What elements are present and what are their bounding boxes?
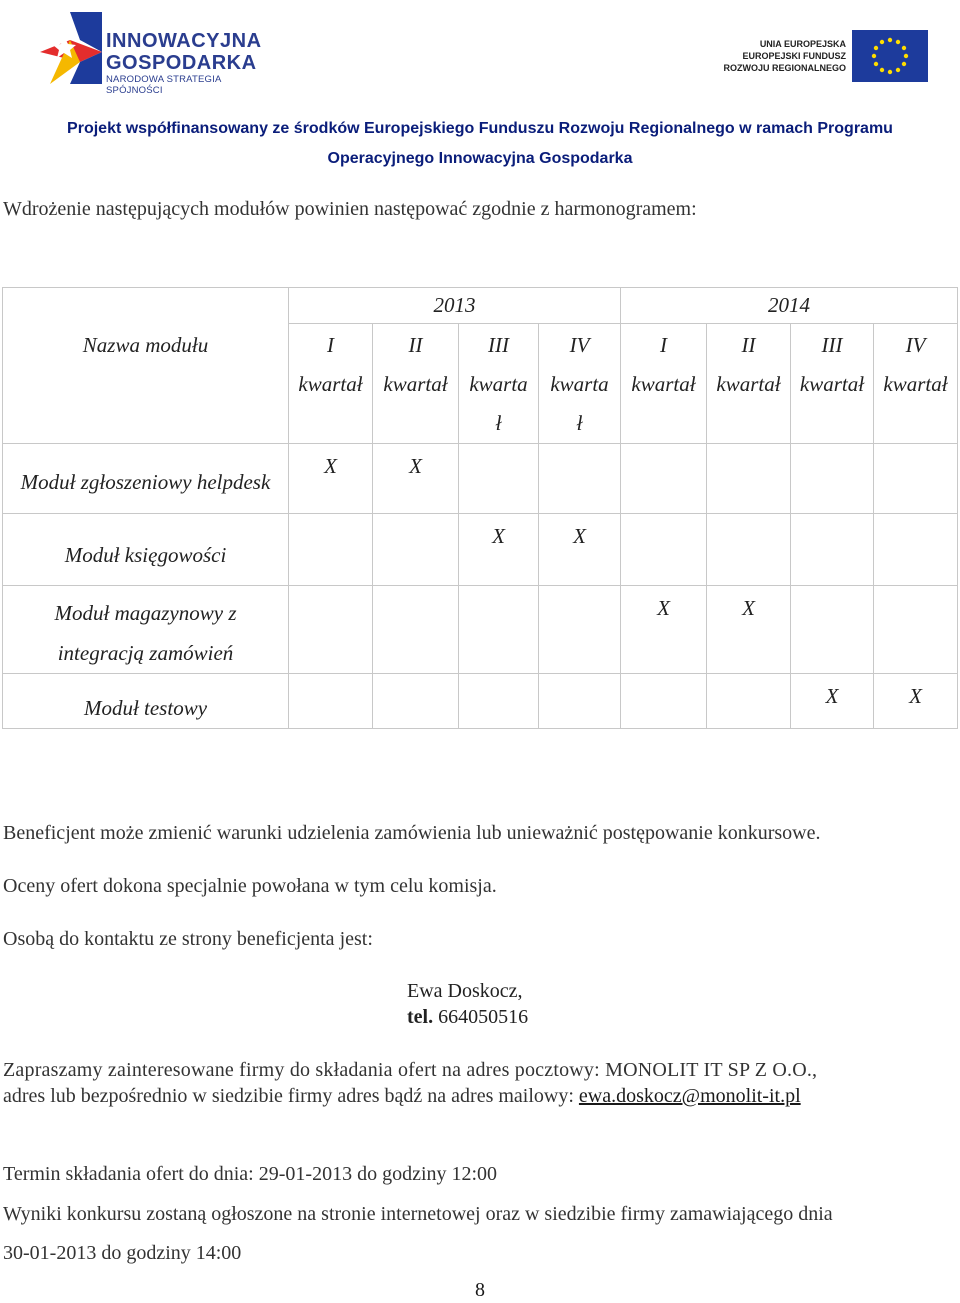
module-name: Moduł zgłoszeniowy helpdesk <box>3 444 289 514</box>
email-link[interactable]: ewa.doskocz@monolit-it.pl <box>578 1085 801 1107</box>
module-name: Moduł magazynowy z integracją zamówień <box>3 586 289 674</box>
quarter-label: kwarta <box>550 372 609 396</box>
project-line-1: Projekt współfinansowany ze środków Europejskiego Funduszu Rozwoju Regionalnego w ramach Programu <box>67 120 893 137</box>
schedule-mark: X <box>791 674 874 729</box>
schedule-mark <box>539 444 621 514</box>
address-text: adres lub bezpośrednio w siedzibie firmy adres bądź na adres mailowy: <box>3 1085 579 1107</box>
schedule-mark <box>791 514 874 586</box>
schedule-mark: X <box>874 674 958 729</box>
logo-line-3: NARODOWA STRATEGIA SPÓJNOŚCI <box>106 74 221 96</box>
paragraph-4-line-2 <box>3 1085 801 1108</box>
module-name: Moduł księgowości <box>3 514 289 586</box>
table-row <box>3 674 958 729</box>
quarter-label: kwartał <box>298 372 363 396</box>
quarter-header <box>791 324 874 444</box>
quarter-number: IV <box>569 333 590 357</box>
deadline-text: Termin składania ofert do dnia: 29-01-2013 do godziny 12:00 <box>3 1163 498 1185</box>
quarter-number: IV <box>905 333 926 357</box>
intro-text: Wdrożenie następujących modułów powinien następować zgodnie z harmonogramem: <box>3 198 697 220</box>
quarter-number: I <box>660 333 667 357</box>
quarter-header <box>289 324 373 444</box>
schedule-mark <box>707 674 791 729</box>
quarter-header <box>874 324 958 444</box>
eu-line-1: UNIA EUROPEJSKA <box>759 39 846 49</box>
quarter-header <box>459 324 539 444</box>
schedule-mark: X <box>621 586 707 674</box>
quarter-label-cont: ł <box>576 411 583 435</box>
paragraph-3: Osobą do kontaktu ze strony beneficjenta jest: <box>3 928 373 950</box>
schedule-mark <box>373 674 459 729</box>
schedule-mark <box>707 514 791 586</box>
page-number: 8 <box>475 1279 485 1301</box>
year-2013: 2013 <box>289 288 621 324</box>
schedule-mark <box>459 674 539 729</box>
quarter-label: kwartał <box>883 372 948 396</box>
quarter-header <box>707 324 791 444</box>
paragraph-4-line-1: Zapraszamy zainteresowane firmy do składania ofert na adres pocztowy: MONOLIT IT SP Z O.O., <box>3 1059 818 1081</box>
schedule-mark: X <box>289 444 373 514</box>
quarter-header <box>373 324 459 444</box>
schedule-mark <box>791 444 874 514</box>
year-2014: 2014 <box>621 288 958 324</box>
quarter-number: II <box>408 333 423 357</box>
project-line-2: Operacyjnego Innowacyjna Gospodarka <box>327 150 633 167</box>
schedule-table <box>2 287 958 729</box>
eu-flag-icon <box>852 30 928 82</box>
quarter-number: III <box>821 333 843 357</box>
contact-name: Ewa Doskocz, <box>407 980 523 1002</box>
schedule-mark <box>707 444 791 514</box>
schedule-mark <box>289 586 373 674</box>
schedule-mark <box>373 586 459 674</box>
quarter-label: kwartał <box>383 372 448 396</box>
schedule-mark: X <box>373 444 459 514</box>
quarter-number: I <box>327 333 334 357</box>
schedule-mark <box>539 674 621 729</box>
results-line-2: 30-01-2013 do godziny 14:00 <box>3 1242 242 1264</box>
logo-line-2: GOSPODARKA <box>106 52 257 74</box>
innowacyjna-gospodarka-logo <box>40 12 280 96</box>
tel-value: 664050516 <box>433 1006 529 1028</box>
eu-logo <box>722 28 932 84</box>
eu-line-2: EUROPEJSKI FUNDUSZ <box>742 51 846 61</box>
schedule-mark <box>874 514 958 586</box>
quarter-label: kwarta <box>469 372 528 396</box>
schedule-mark: X <box>707 586 791 674</box>
table-row <box>3 514 958 586</box>
contact-phone <box>407 1006 528 1029</box>
paragraph-2: Oceny ofert dokona specjalnie powołana w tym celu komisja. <box>3 875 497 897</box>
quarter-label: kwartał <box>716 372 781 396</box>
quarter-number: III <box>488 333 509 357</box>
quarter-label: kwartał <box>799 372 865 396</box>
quarter-number: II <box>741 333 756 357</box>
schedule-mark <box>621 444 707 514</box>
schedule-mark <box>289 674 373 729</box>
schedule-mark <box>874 444 958 514</box>
quarter-label: kwartał <box>631 372 696 396</box>
module-column-header: Nazwa modułu <box>3 288 289 444</box>
star-logo-icon <box>40 12 102 84</box>
quarter-header <box>621 324 707 444</box>
schedule-mark <box>621 514 707 586</box>
logo-line-1: INNOWACYJNA <box>106 30 262 52</box>
quarter-header <box>539 324 621 444</box>
schedule-mark <box>621 674 707 729</box>
results-line-1: Wyniki konkursu zostaną ogłoszone na stronie internetowej oraz w siedzibie firmy zamawiającego dnia <box>3 1203 833 1225</box>
tel-label: tel. <box>407 1006 434 1028</box>
schedule-mark: X <box>539 514 621 586</box>
schedule-mark <box>289 514 373 586</box>
eu-line-3: ROZWOJU REGIONALNEGO <box>723 63 846 73</box>
schedule-mark: X <box>459 514 539 586</box>
schedule-mark <box>791 586 874 674</box>
paragraph-1: Beneficjent może zmienić warunki udzielenia zamówienia lub unieważnić postępowanie konkursowe. <box>3 822 821 844</box>
module-name: Moduł testowy <box>3 674 289 729</box>
schedule-mark <box>459 586 539 674</box>
schedule-mark <box>373 514 459 586</box>
schedule-mark <box>459 444 539 514</box>
schedule-mark <box>539 586 621 674</box>
schedule-mark <box>874 586 958 674</box>
quarter-label-cont: ł <box>495 411 502 435</box>
table-row <box>3 444 958 514</box>
table-row <box>3 586 958 674</box>
